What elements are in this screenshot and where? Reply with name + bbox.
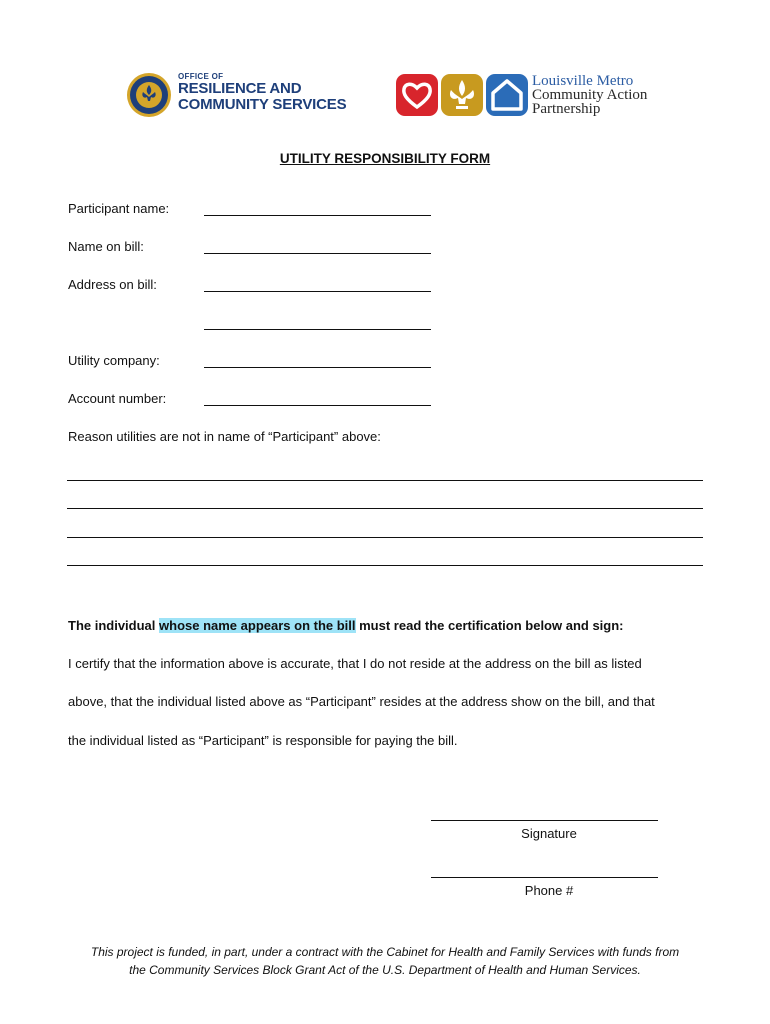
footer-line-1: This project is funded, in part, under a contract with the Cabinet for Health and Family Services with funds from — [90, 945, 680, 959]
footer-line-2: the Community Services Block Grant Act of the U.S. Department of Health and Human Services. — [129, 963, 641, 977]
house-icon — [486, 74, 528, 116]
logo-community-action: Community Action — [532, 87, 648, 103]
form-title: UTILITY RESPONSIBILITY FORM — [279, 151, 491, 166]
certification-text-line-3: the individual listed as “Participant” is responsible for paying the bill. — [68, 733, 458, 748]
signature-label: Signature — [521, 826, 577, 841]
certification-heading-post: must read the certification below and sign: — [355, 618, 624, 633]
reason-label: Reason utilities are not in name of “Participant” above: — [68, 429, 381, 444]
phone-field[interactable] — [431, 877, 658, 878]
reason-line-2[interactable] — [67, 508, 703, 509]
fleur-de-lis-icon — [441, 74, 483, 116]
logo-louisville-metro: Louisville Metro — [532, 73, 634, 89]
address-on-bill-field[interactable] — [204, 291, 431, 292]
logo-resilience-line: RESILIENCE AND — [178, 80, 302, 97]
certification-heading — [68, 618, 624, 633]
phone-label: Phone # — [524, 883, 574, 898]
participant-name-field[interactable] — [204, 215, 431, 216]
funding-footer — [0, 943, 770, 979]
certification-text-line-2: above, that the individual listed above as “Participant” resides at the address show on the bill, and that — [68, 694, 655, 709]
signature-field[interactable] — [431, 820, 658, 821]
heart-icon — [396, 74, 438, 116]
reason-line-3[interactable] — [67, 537, 703, 538]
account-number-label: Account number: — [68, 391, 167, 406]
account-number-field[interactable] — [204, 405, 431, 406]
logo-community-services-line: COMMUNITY SERVICES — [178, 96, 347, 113]
address-on-bill-label: Address on bill: — [68, 277, 157, 292]
utility-company-label: Utility company: — [68, 353, 160, 368]
louisville-seal-icon — [126, 72, 172, 118]
certification-heading-highlight: whose name appears on the bill — [159, 618, 356, 633]
address-on-bill-field-line2[interactable] — [204, 329, 431, 330]
reason-line-1[interactable] — [67, 480, 703, 481]
certification-text-line-1: I certify that the information above is accurate, that I do not reside at the address on the bill as listed — [68, 656, 642, 671]
logo-partnership: Partnership — [532, 101, 601, 117]
community-action-partnership-logo — [396, 74, 666, 120]
utility-company-field[interactable] — [204, 367, 431, 368]
logo-office-of: OFFICE OF — [178, 72, 224, 81]
participant-name-label: Participant name: — [68, 201, 170, 216]
reason-line-4[interactable] — [67, 565, 703, 566]
resilience-community-services-logo — [126, 72, 366, 122]
name-on-bill-label: Name on bill: — [68, 239, 144, 254]
name-on-bill-field[interactable] — [204, 253, 431, 254]
certification-heading-pre: The individual — [68, 618, 160, 633]
